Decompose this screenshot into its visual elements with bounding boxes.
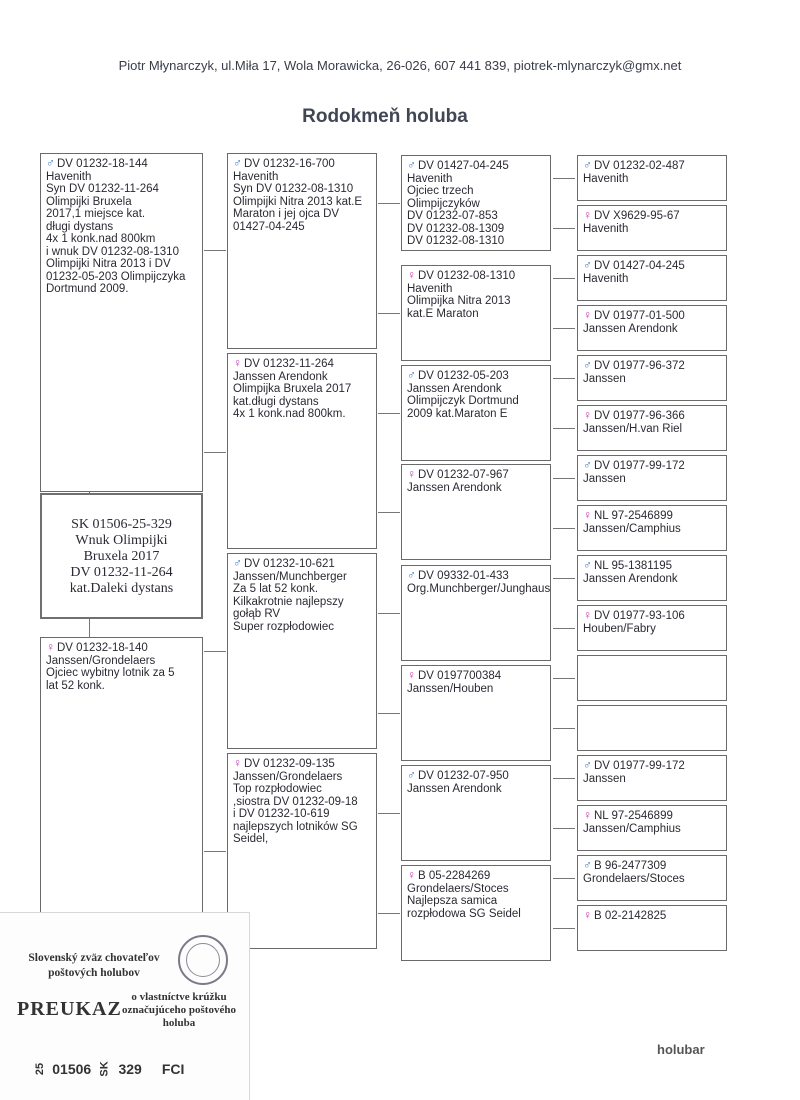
connector-line bbox=[378, 813, 400, 814]
ring-number: DV 01232-18-140 bbox=[57, 642, 148, 654]
pigeon-info-line: Grondelaers/Stoces bbox=[407, 882, 509, 895]
holubar-logo: holubar bbox=[657, 1042, 705, 1057]
pigeon-info-line: Janssen/Camphius bbox=[583, 822, 681, 835]
page-title: Rodokmeň holuba bbox=[302, 106, 468, 127]
grandparent-box bbox=[227, 353, 377, 549]
ring-number: NL 95-1381195 bbox=[594, 560, 673, 572]
fci-label: FCI bbox=[161, 1061, 185, 1077]
pigeon-info-line: kat.E Maraton bbox=[407, 307, 479, 320]
great-great-grandparent-box bbox=[577, 355, 727, 401]
connector-line bbox=[553, 728, 575, 729]
female-symbol-icon: ♀ bbox=[583, 308, 592, 322]
card-ownership-text: o vlastníctve krúžku označujúceho poštového holuba bbox=[122, 991, 236, 1029]
great-great-grandparent-box bbox=[577, 805, 727, 851]
pigeon-info-line: 4x 1 konk.nad 800km bbox=[46, 233, 156, 245]
ring-number: B 02-2142825 bbox=[594, 910, 667, 922]
female-symbol-icon: ♀ bbox=[407, 868, 416, 882]
connector-line bbox=[553, 628, 575, 629]
pigeon-info-line: Olimpijka Bruxela 2017 bbox=[233, 383, 352, 395]
connector-line bbox=[378, 913, 400, 914]
connector-line bbox=[204, 851, 226, 852]
male-symbol-icon: ♂ bbox=[233, 156, 242, 170]
connector-line bbox=[204, 452, 226, 453]
great-great-grandparent-box bbox=[577, 605, 727, 651]
ring-number: DV 09332-01-433 bbox=[418, 570, 509, 582]
connector-line bbox=[553, 678, 575, 679]
pigeon-info-line: Najlepsza samica bbox=[407, 895, 498, 907]
pigeon-info-line: Houben/Fabry bbox=[583, 622, 656, 635]
great-great-grandparent-box bbox=[577, 255, 727, 301]
male-symbol-icon: ♂ bbox=[583, 858, 592, 872]
pigeon-info-line: Janssen Arendonk bbox=[407, 382, 502, 395]
pigeon-info-line: Janssen/H.van Riel bbox=[583, 422, 683, 435]
pigeon-info-line: Havenith bbox=[583, 172, 629, 185]
connector-line bbox=[378, 512, 400, 513]
great-grandparent-box bbox=[401, 365, 551, 461]
pigeon-info-line: Seidel, bbox=[233, 833, 269, 845]
pigeon-info-line: Havenith bbox=[407, 282, 453, 295]
ring-number: NL 97-2546899 bbox=[594, 810, 673, 822]
pigeon-info-line: DV 01232-08-1310 bbox=[407, 235, 505, 247]
male-symbol-icon: ♂ bbox=[583, 758, 592, 772]
male-symbol-icon: ♂ bbox=[583, 558, 592, 572]
connector-line bbox=[204, 250, 226, 251]
pigeon-info-line: Olimpijczyków bbox=[407, 197, 480, 210]
connector-line bbox=[553, 178, 575, 179]
female-symbol-icon: ♀ bbox=[233, 756, 242, 770]
male-symbol-icon: ♂ bbox=[583, 258, 592, 272]
grandparent-box bbox=[227, 153, 377, 349]
ring-number: DV 01232-10-621 bbox=[244, 558, 335, 570]
male-symbol-icon: ♂ bbox=[407, 768, 416, 782]
ring-year: 25 bbox=[34, 1062, 47, 1076]
pigeon-info-line: Janssen Arendonk bbox=[583, 572, 678, 585]
subject-line: DV 01232-11-264 bbox=[70, 565, 173, 580]
male-symbol-icon: ♂ bbox=[583, 458, 592, 472]
ring-number: DV 01232-08-1310 bbox=[418, 270, 516, 282]
pigeon-info-line: i DV 01232-10-619 bbox=[233, 808, 330, 820]
female-symbol-icon: ♀ bbox=[583, 908, 592, 922]
male-symbol-icon: ♂ bbox=[407, 568, 416, 582]
pigeon-info-line: Janssen Arendonk bbox=[407, 782, 502, 795]
great-great-grandparent-box bbox=[577, 505, 727, 551]
ring-number: DV 01977-01-500 bbox=[594, 310, 685, 322]
subject-ring: SK 01506-25-329 bbox=[71, 517, 172, 532]
card-ring-number bbox=[34, 1061, 184, 1077]
subject-line: Wnuk Olimpijki bbox=[75, 533, 168, 548]
pigeon-info-line: najlepszych lotników SG bbox=[233, 820, 358, 833]
connector-line bbox=[553, 778, 575, 779]
pigeon-info-line: Olimpijki Nitra 2013 i DV bbox=[46, 258, 171, 270]
great-grandparent-box bbox=[401, 565, 551, 661]
pigeon-info-line: Org.Munchberger/Junghaus bbox=[407, 582, 551, 595]
male-symbol-icon: ♂ bbox=[407, 368, 416, 382]
pigeon-info-line: Janssen bbox=[583, 772, 626, 785]
pigeon-info-line: DV 01232-07-853 bbox=[407, 210, 498, 222]
great-grandparent-box bbox=[401, 155, 551, 251]
pigeon-info-line: Syn DV 01232-11-264 bbox=[46, 183, 159, 195]
pigeon-info-line: lat 52 konk. bbox=[46, 679, 105, 692]
pigeon-info-line: Super rozpłodowiec bbox=[233, 620, 335, 633]
ring-number: DV 01977-99-172 bbox=[594, 760, 685, 772]
grandparent-box bbox=[227, 553, 377, 749]
pigeon-info-line: Janssen Arendonk bbox=[233, 370, 328, 383]
pigeon-info-line: ,siostra DV 01232-09-18 bbox=[233, 795, 358, 808]
connector-line bbox=[553, 578, 575, 579]
ring-number: DV 01232-05-203 bbox=[418, 370, 509, 382]
great-grandparent-box bbox=[401, 464, 551, 560]
connector-line bbox=[553, 378, 575, 379]
connector-line bbox=[553, 528, 575, 529]
pigeon-info-line: Olimpijka Nitra 2013 bbox=[407, 295, 511, 307]
pigeon-info-line: Janssen/Camphius bbox=[583, 522, 681, 535]
pigeon-info-line: 2017,1 miejsce kat. bbox=[46, 208, 146, 220]
pigeon-info-line: Havenith bbox=[407, 172, 453, 185]
female-symbol-icon: ♀ bbox=[583, 208, 592, 222]
male-symbol-icon: ♂ bbox=[583, 158, 592, 172]
great-grandparent-box bbox=[401, 865, 551, 961]
female-symbol-icon: ♀ bbox=[233, 356, 242, 370]
pigeon-info-line: Havenith bbox=[583, 272, 629, 285]
great-grandparent-box bbox=[401, 765, 551, 861]
subject-pigeon-box bbox=[40, 493, 203, 619]
male-symbol-icon: ♂ bbox=[407, 158, 416, 172]
subject-line: Bruxela 2017 bbox=[83, 549, 160, 564]
pigeon-info-line: Kilkakrotnie najlepszy bbox=[233, 595, 344, 608]
female-symbol-icon: ♀ bbox=[583, 408, 592, 422]
sire-box bbox=[40, 153, 203, 492]
great-great-grandparent-box bbox=[577, 905, 727, 951]
ring-number: DV 01232-07-950 bbox=[418, 770, 509, 782]
connector-line bbox=[378, 413, 400, 414]
ring-number: 01506 bbox=[52, 1061, 92, 1077]
pigeon-info-line: Za 5 lat 52 konk. bbox=[233, 583, 319, 595]
pigeon-info-line: Janssen/Houben bbox=[407, 682, 494, 695]
pigeon-info-line: rozpłodowa SG Seidel bbox=[407, 907, 521, 920]
great-great-grandparent-box bbox=[577, 855, 727, 901]
pigeon-info-line: kat.długi dystans bbox=[233, 395, 319, 408]
pigeon-info-line: Syn DV 01232-08-1310 bbox=[233, 183, 354, 195]
pigeon-info-line: 2009 kat.Maraton E bbox=[407, 407, 508, 420]
pigeon-info-line: Janssen/Grondelaers bbox=[46, 654, 156, 667]
ring-number: B 05-2284269 bbox=[418, 870, 491, 882]
female-symbol-icon: ♀ bbox=[46, 640, 55, 654]
connector-line bbox=[204, 651, 226, 652]
ring-number: DV 01232-11-264 bbox=[244, 358, 334, 370]
ring-sequence: 329 bbox=[118, 1061, 142, 1077]
connector-line bbox=[378, 313, 400, 314]
great-great-grandparent-box bbox=[577, 555, 727, 601]
great-great-grandparent-box bbox=[577, 205, 727, 251]
ring-number: NL 97-2546899 bbox=[594, 510, 673, 522]
ring-number: DV 01232-07-967 bbox=[418, 469, 509, 481]
connector-line bbox=[89, 619, 90, 638]
male-symbol-icon: ♂ bbox=[233, 556, 242, 570]
female-symbol-icon: ♀ bbox=[583, 608, 592, 622]
card-organization: Slovenský zväz chovateľov poštových holubov bbox=[28, 952, 160, 979]
great-grandparent-box bbox=[401, 265, 551, 361]
pigeon-info-line: Dortmund 2009. bbox=[46, 283, 129, 295]
great-great-grandparent-box bbox=[577, 755, 727, 801]
connector-line bbox=[553, 878, 575, 879]
great-great-grandparent-box bbox=[577, 305, 727, 351]
ring-number: DV 01977-99-172 bbox=[594, 460, 685, 472]
pigeon-info-line: Ojciec wybitny lotnik za 5 bbox=[46, 667, 175, 679]
ring-number: DV 01232-16-700 bbox=[244, 158, 335, 170]
connector-line bbox=[378, 613, 400, 614]
connector-line bbox=[553, 928, 575, 929]
pigeon-info-line: 4x 1 konk.nad 800km. bbox=[233, 408, 346, 420]
seal-stamp-icon bbox=[178, 935, 228, 985]
ring-number: DV 01232-09-135 bbox=[244, 758, 335, 770]
ring-number: DV 01232-18-144 bbox=[57, 158, 148, 170]
breeder-contact-header: Piotr Młynarczyk, ul.Miła 17, Wola Morawicka, 26-026, 607 441 839, piotrek-mlynarczyk@gmx.net bbox=[118, 58, 682, 73]
pigeon-info-line: Janssen Arendonk bbox=[407, 481, 502, 494]
pigeon-info-line: Maraton i jej ojca DV bbox=[233, 208, 340, 220]
great-great-grandparent-box bbox=[577, 405, 727, 451]
card-title: PREUKAZ bbox=[17, 998, 122, 1020]
great-grandparent-box bbox=[401, 665, 551, 761]
ring-number: DV 01977-96-372 bbox=[594, 360, 685, 372]
ownership-card bbox=[0, 912, 250, 1100]
female-symbol-icon: ♀ bbox=[407, 268, 416, 282]
pigeon-info-line: Olimpijki Nitra 2013 kat.E bbox=[233, 195, 363, 208]
male-symbol-icon: ♂ bbox=[583, 358, 592, 372]
pigeon-info-line: gołąb RV bbox=[233, 608, 281, 620]
great-great-grandparent-box bbox=[577, 655, 727, 701]
ring-number: DV X9629-95-67 bbox=[594, 210, 680, 222]
female-symbol-icon: ♀ bbox=[407, 668, 416, 682]
female-symbol-icon: ♀ bbox=[583, 508, 592, 522]
connector-line bbox=[553, 278, 575, 279]
pigeon-info-line: Havenith bbox=[233, 170, 279, 183]
pigeon-info-line: Grondelaers/Stoces bbox=[583, 872, 685, 885]
ring-number: DV 01232-02-487 bbox=[594, 160, 685, 172]
pigeon-info-line: Havenith bbox=[583, 222, 629, 235]
pigeon-info-line: 01427-04-245 bbox=[233, 220, 305, 233]
ring-number: B 96-2477309 bbox=[594, 860, 667, 872]
great-great-grandparent-box bbox=[577, 155, 727, 201]
pigeon-info-line: DV 01232-08-1309 bbox=[407, 222, 505, 235]
connector-line bbox=[553, 228, 575, 229]
pigeon-info-line: 01232-05-203 Olimpijczyka bbox=[46, 270, 186, 283]
ring-number: DV 01977-96-366 bbox=[594, 410, 685, 422]
pigeon-info-line: Olimpijczyk Dortmund bbox=[407, 395, 519, 407]
female-symbol-icon: ♀ bbox=[407, 467, 416, 481]
pigeon-info-line: Janssen bbox=[583, 372, 626, 385]
ring-country: SK bbox=[98, 1061, 111, 1077]
male-symbol-icon: ♂ bbox=[46, 156, 55, 170]
pigeon-info-line: Top rozpłodowiec bbox=[233, 783, 322, 795]
subject-line: kat.Daleki dystans bbox=[69, 581, 174, 596]
connector-line bbox=[553, 328, 575, 329]
ring-number: DV 0197700384 bbox=[418, 670, 502, 682]
connector-line bbox=[378, 713, 400, 714]
pigeon-info-line: Janssen bbox=[583, 472, 626, 485]
ring-number: DV 01427-04-245 bbox=[594, 260, 685, 272]
ring-number: DV 01977-93-106 bbox=[594, 610, 685, 622]
female-symbol-icon: ♀ bbox=[583, 808, 592, 822]
great-great-grandparent-box bbox=[577, 705, 727, 751]
pigeon-info-line: Janssen Arendonk bbox=[583, 322, 678, 335]
ring-number: DV 01427-04-245 bbox=[418, 160, 509, 172]
pigeon-info-line: Olimpijki Bruxela bbox=[46, 195, 132, 208]
pigeon-info-line: Ojciec trzech bbox=[407, 185, 474, 197]
pigeon-info-line: Havenith bbox=[46, 170, 92, 183]
pigeon-info-line: Janssen/Grondelaers bbox=[233, 770, 343, 783]
pigeon-info-line: długi dystans bbox=[46, 220, 114, 233]
pigeon-info-line: i wnuk DV 01232-08-1310 bbox=[46, 245, 179, 258]
connector-line bbox=[553, 478, 575, 479]
pigeon-info-line: Janssen/Munchberger bbox=[233, 570, 347, 583]
connector-line bbox=[553, 428, 575, 429]
great-great-grandparent-box bbox=[577, 455, 727, 501]
connector-line bbox=[553, 828, 575, 829]
connector-line bbox=[378, 203, 400, 204]
